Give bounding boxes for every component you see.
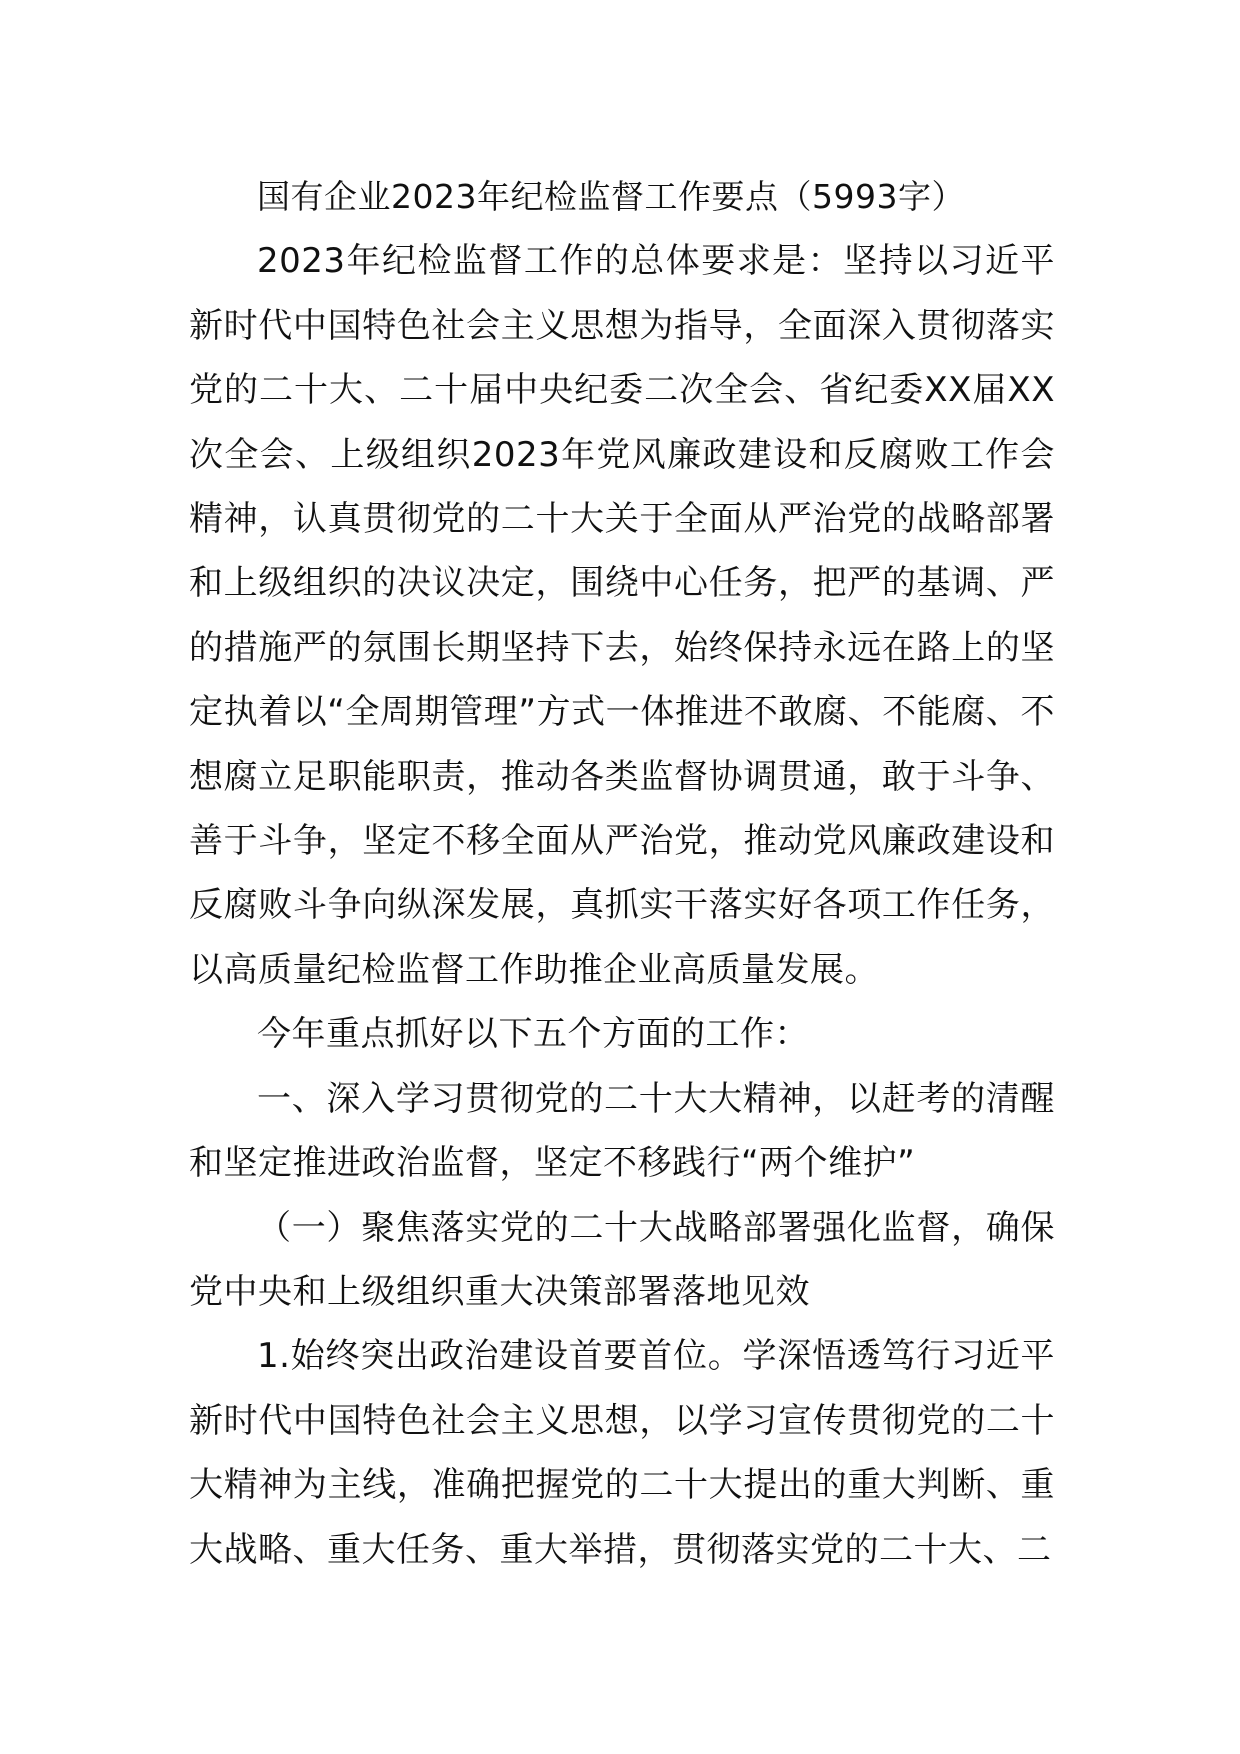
section-heading-1: 一、深入学习贯彻党的二十大大精神，以赶考的清醒和坚定推进政治监督，坚定不移践行“两个维护” [189,1078,1055,1184]
item-paragraph-1: 1.始终突出政治建设首要首位。学深悟透笃行习近平新时代中国特色社会主义思想，以学习宣传贯彻党的二十大精神为主线，准确把握党的二十大提出的重大判断、重大战略、重大任务、重大举措，贯彻落实党的二十大、二 [189,1336,1055,1570]
document-body [189,165,1055,1582]
document-title: 国有企业2023年纪检监督工作要点（5993字） [257,177,965,216]
subsection-heading-1-1: （一）聚焦落实党的二十大战略部署强化监督，确保党中央和上级组织重大决策部署落地见效 [189,1207,1055,1312]
paragraph-general-requirements: 2023年纪检监督工作的总体要求是：坚持以习近平新时代中国特色社会主义思想为指导，全面深入贯彻落实党的二十大、二十届中央纪委二次全会、省纪委XX届XX次全会、上级组织2023年党风廉政建设和反腐败工作会精神，认真贯彻党的二十大关于全面从严治党的战略部署和上级组织的决议决定，围绕中心任务，把严的基调、严的措施严的氛围长期坚持下去，始终保持永远在路上的坚定执着以“全周期管理”方式一体推进不敢腐、不能腐、不想腐立足职能职责，推动各类监督协调贯通，敢于斗争、善于斗争，坚定不移全面从严治党，推动党风廉政建设和反腐败斗争向纵深发展，真抓实干落实好各项工作任务，以高质量纪检监督工作助推企业高质量发展。 [189,241,1055,990]
paragraph-key-tasks-intro: 今年重点抓好以下五个方面的工作： [257,1014,809,1055]
